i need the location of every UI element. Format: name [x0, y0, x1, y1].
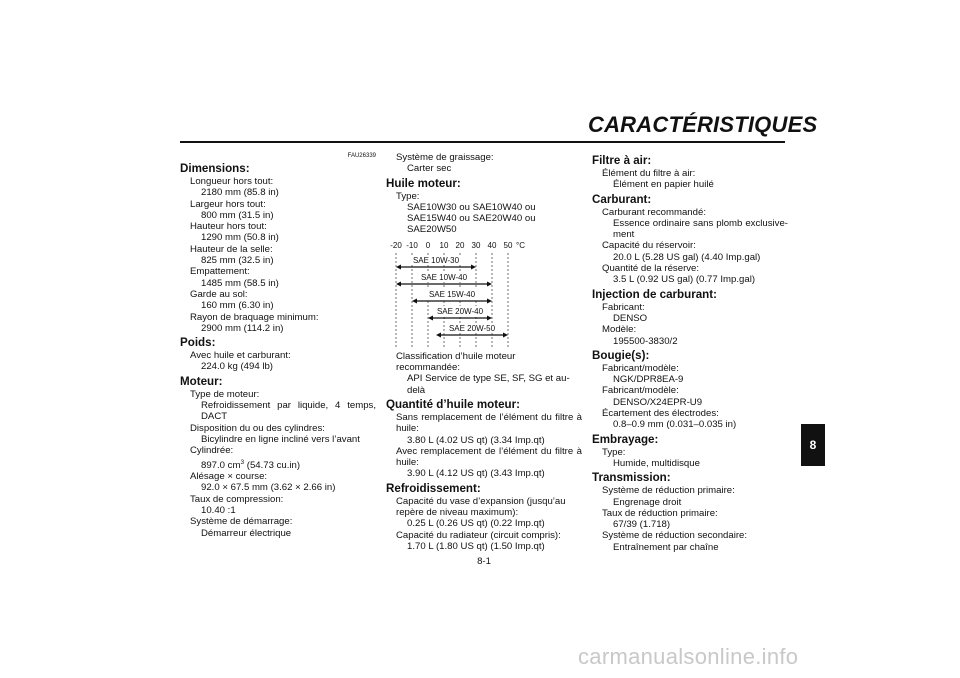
spec-label: Type: [602, 446, 626, 458]
oil-viscosity-chart [386, 239, 582, 351]
spec-label: Hauteur hors tout: [190, 221, 267, 233]
heading-injection: Injection de carburant: [592, 287, 717, 301]
tick-label: 0 [425, 240, 431, 250]
range-arrow-left [428, 315, 433, 320]
spec-label: Classification d’huile moteur recommandée: [396, 350, 516, 374]
cylindree-value: 897.0 cm [201, 459, 241, 471]
spec-value: 67/39 (1.718) [613, 519, 671, 531]
spec-label: Disposition du ou des cylindres: [190, 422, 325, 434]
spec-value: NGK/DPR8EA-9 [613, 374, 684, 386]
spec-label: Fabricant/modèle: [602, 362, 679, 374]
spec-label: Carburant recommandé: [602, 206, 706, 218]
watermark: carmanualsonline.info [578, 644, 799, 669]
chapter-tab[interactable]: 8 [801, 424, 825, 466]
spec-value: 1290 mm (50.8 in) [201, 232, 279, 244]
tick-label: -10 [406, 240, 418, 250]
spec-label: Type: [396, 190, 420, 202]
spec-value-cylindree [180, 457, 376, 471]
spec-value: Bicylindre en ligne incliné vers l’avant [201, 433, 360, 445]
series-label: SAE 20W-50 [448, 323, 496, 333]
spec-label: Taux de réduction primaire: [602, 507, 718, 519]
heading-refroidissement: Refroidissement: [386, 481, 481, 495]
heading-bougies: Bougie(s): [592, 348, 650, 362]
spec-label: Empattement: [190, 266, 250, 278]
unit-label: °C [516, 240, 525, 250]
spec-label: Largeur hors tout: [190, 198, 266, 210]
spec-label: Avec remplacement de l’élément du filtre à huile: [396, 445, 582, 469]
tick-label: 30 [471, 240, 481, 250]
column-1 [180, 152, 376, 539]
spec-value: Entraînement par chaîne [613, 541, 719, 553]
spec-value: Élément en papier huilé [613, 179, 714, 191]
heading-transmission: Transmission: [592, 471, 671, 485]
range-arrow-right [487, 315, 492, 320]
spec-label: Garde au sol: [190, 288, 248, 300]
spec-label: Capacité du vase d’expansion (jusqu’au repère de niveau maximum): [396, 495, 566, 519]
heading-dimensions: Dimensions: [180, 162, 250, 175]
column-3 [592, 152, 788, 553]
spec-label: Système de réduction primaire: [602, 485, 735, 497]
spec-label: Alésage × course: [190, 471, 268, 483]
page-title: CARACTÉRISTIQUES [588, 112, 818, 137]
spec-label: Hauteur de la selle: [190, 243, 273, 255]
spec-value: 3.5 L (0.92 US gal) (0.77 Imp.gal) [613, 274, 756, 286]
series-label: SAE 10W-30 [412, 255, 460, 265]
spec-label: Avec huile et carburant: [190, 350, 291, 362]
tick-label: -20 [390, 240, 402, 250]
spec-label: Capacité du radiateur (circuit compris): [396, 529, 561, 541]
range-arrow-left [412, 298, 417, 303]
spec-value: 2180 mm (85.8 in) [201, 187, 279, 199]
spec-label: Quantité de la réserve: [602, 263, 700, 275]
heading-huile-moteur: Huile moteur: [386, 176, 461, 190]
range-arrow-left [436, 332, 441, 337]
column-2 [386, 152, 582, 552]
spec-label: Système de graissage: [396, 152, 494, 163]
spec-value: Engrenage droit [613, 496, 682, 508]
cylindree-value-imperial: (54.73 cu.in) [244, 459, 301, 471]
range-arrow-right [487, 281, 492, 286]
page-number: 8-1 [477, 556, 491, 567]
range-arrow-left [396, 264, 401, 269]
spec-label: Élément du filtre à air: [602, 168, 696, 179]
heading-poids: Poids: [180, 336, 216, 350]
heading-embrayage: Embrayage: [592, 432, 659, 446]
spec-value: 3.80 L (4.02 US qt) (3.34 Imp.qt) [407, 434, 545, 446]
spec-value: 800 mm (31.5 in) [201, 209, 274, 221]
spec-value: 1485 mm (58.5 in) [201, 277, 279, 289]
spec-label: Fabricant: [602, 301, 645, 313]
spec-value: 10.40 :1 [201, 504, 236, 516]
spec-value: DENSO [613, 312, 648, 324]
spec-value: Carter sec [407, 163, 452, 175]
spec-value: 224.0 kg (494 lb) [201, 361, 273, 373]
spec-value: SAE10W30 ou SAE10W40 ou SAE15W40 ou SAE20W40 ou SAE20W50 [407, 201, 536, 236]
spec-value: Essence ordinaire sans plomb exclusive-ment [613, 217, 788, 241]
heading-quantite-huile: Quantité d’huile moteur: [386, 397, 520, 411]
spec-value: API Service de type SE, SF, SG et au-delà [407, 373, 570, 396]
heading-moteur: Moteur: [180, 374, 223, 388]
spec-label: Sans remplacement de l’élément du filtre à huile: [396, 411, 582, 435]
heading-filtre-air: Filtre à air: [592, 154, 652, 167]
spec-label: Rayon de braquage minimum: [190, 311, 319, 323]
spec-label: Cylindrée: [190, 445, 234, 457]
spec-value: 195500-3830/2 [613, 335, 678, 347]
spec-value: 1.70 L (1.80 US qt) (1.50 Imp.qt) [407, 540, 545, 552]
spec-label: Modèle: [602, 324, 637, 336]
tick-label: 40 [487, 240, 497, 250]
spec-value: DENSO/X24EPR-U9 [613, 396, 703, 408]
heading-carburant: Carburant: [592, 192, 652, 206]
spec-value: Humide, multidisque [613, 457, 700, 469]
range-arrow-right [503, 332, 508, 337]
range-arrow-right [471, 264, 476, 269]
spec-value: 20.0 L (5.28 US gal) (4.40 Imp.gal) [613, 251, 761, 263]
range-arrow-right [487, 298, 492, 303]
spec-value: Démarreur électrique [201, 527, 292, 539]
spec-value: 825 mm (32.5 in) [201, 255, 274, 267]
spec-label: Capacité du réservoir: [602, 240, 696, 252]
series-label: SAE 10W-40 [420, 272, 468, 282]
spec-label: Longueur hors tout: [190, 176, 274, 187]
spec-value: 2900 mm (114.2 in) [201, 322, 284, 334]
title-divider [180, 141, 785, 143]
tick-label: 50 [503, 240, 513, 250]
series-label: SAE 15W-40 [428, 289, 476, 299]
spec-label: Fabricant/modèle: [602, 385, 679, 397]
spec-label: Taux de compression: [190, 493, 284, 505]
section-code: FAU26339 [347, 153, 376, 159]
tick-label: 10 [439, 240, 449, 250]
spec-value: 3.90 L (4.12 US qt) (3.43 Imp.qt) [407, 468, 545, 480]
spec-label: Système de démarrage: [190, 516, 293, 528]
cylindree-exponent: 3 [240, 458, 245, 466]
spec-value: Refroidissement par liquide, 4 temps, DACT [201, 400, 376, 423]
tick-label: 20 [455, 240, 465, 250]
range-arrow-left [396, 281, 401, 286]
spec-value: 0.8–0.9 mm (0.031–0.035 in) [613, 419, 737, 431]
spec-label: Système de réduction secondaire: [602, 530, 748, 542]
spec-value: 92.0 × 67.5 mm (3.62 × 2.66 in) [201, 482, 336, 494]
spec-value: 0.25 L (0.26 US qt) (0.22 Imp.qt) [407, 518, 545, 530]
series-label: SAE 20W-40 [436, 306, 484, 316]
spec-label: Type de moteur: [190, 388, 260, 400]
spec-value: 160 mm (6.30 in) [201, 300, 274, 312]
spec-label: Écartement des électrodes: [602, 408, 719, 420]
